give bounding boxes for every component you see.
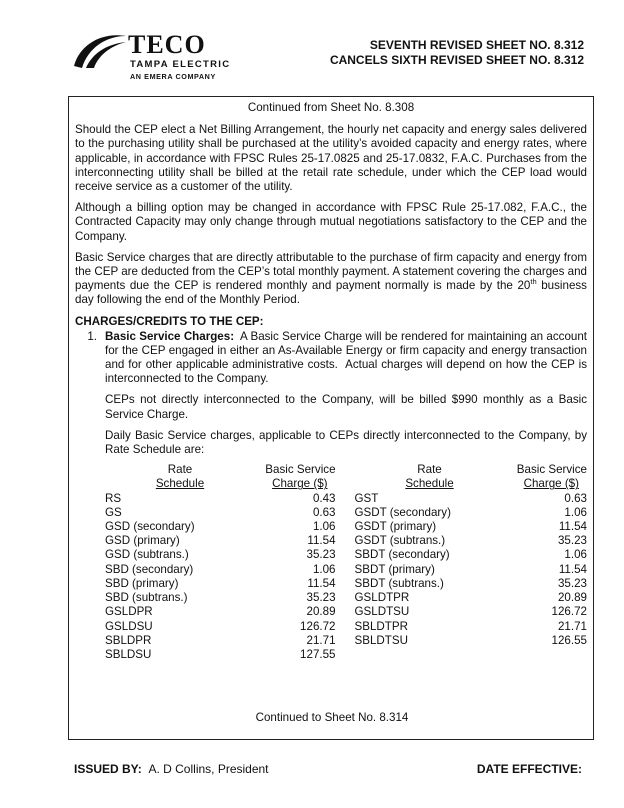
basic-service-charge-cell: 35.23 <box>306 548 336 562</box>
teco-swoosh-icon <box>72 30 128 70</box>
rate-schedule-cell: SBD (secondary) <box>105 562 194 576</box>
rate-schedule-cell: GSDT (secondary) <box>354 505 451 519</box>
table-row <box>355 591 587 605</box>
tariff-sheet-box <box>68 96 594 740</box>
rate-table-right <box>355 463 587 662</box>
rate-table-left <box>105 463 336 662</box>
rate-schedule-cell: SBLDTPR <box>354 619 408 633</box>
basic-service-charge-cell: 1.06 <box>312 562 336 576</box>
basic-service-charge-cell: 127.55 <box>300 647 336 661</box>
basic-service-charge-cell: 0.63 <box>564 491 587 505</box>
basic-service-charge-cell: 126.55 <box>551 633 587 647</box>
rate-schedule-cell: GST <box>354 491 379 505</box>
table-row <box>105 506 336 520</box>
rate-schedule-cell: SBDT (primary) <box>354 562 435 576</box>
table-row <box>105 548 336 562</box>
basic-service-charge-cell: 11.54 <box>307 576 336 590</box>
rate-schedule-cell: GSLDSU <box>105 619 153 633</box>
basic-service-charge-cell: 1.06 <box>564 505 587 519</box>
sheet-number-block <box>330 38 584 68</box>
table-row <box>355 577 587 591</box>
rate-schedule-cell: GSD (primary) <box>105 534 180 548</box>
table-row <box>355 620 587 634</box>
table-row <box>105 577 336 591</box>
paragraph-net-billing: Should the CEP elect a Net Billing Arrangement, the hourly net capacity and energy sales delivered to the purchasing utility shall be purchased at the utility’s avoided capacity and energy rates, where applicable, in accordance with FPSC Rules 25-17.0825 and 25-17.0832, F.A.C. Purchases from the interconnecting utility shall be billed at the retail rate schedule, under which the CEP load would receive service as a customer of the utility. <box>75 123 587 194</box>
logo-subtitle: TAMPA ELECTRIC <box>130 59 231 70</box>
basic-service-charge-cell: 11.54 <box>307 534 336 548</box>
paragraph-billing-option: Although a billing option may be changed in accordance with FPSC Rule 25-17.082, F.A.C., the Contracted Capacity may only change through mutual negotiations satisfactory to the CEP and the Company. <box>75 201 587 243</box>
rate-schedule-cell: GSD (subtrans.) <box>105 548 189 562</box>
rate-schedule-cell: GSLDPR <box>105 605 153 619</box>
rate-table <box>105 463 587 662</box>
rate-schedule-cell: SBDT (subtrans.) <box>354 576 444 590</box>
rate-schedule-cell: SBD (subtrans.) <box>105 591 188 605</box>
rate-schedule-cell: SBLDSU <box>105 647 152 661</box>
issued-by-name: A. D Collins, President <box>148 762 269 776</box>
table-row <box>105 634 336 648</box>
basic-service-charge-cell: 0.63 <box>312 505 336 519</box>
para3-text-end: business day following the end of the Monthly Period. <box>75 279 587 307</box>
table-row <box>105 534 336 548</box>
basic-service-charge-cell: 21.71 <box>306 633 336 647</box>
table-row <box>105 492 336 506</box>
table-row <box>105 591 336 605</box>
header-basic-service: Basic Service <box>516 463 587 477</box>
basic-service-charge-cell: 126.72 <box>551 605 587 619</box>
rate-schedule-cell: SBLDTSU <box>354 633 408 647</box>
basic-service-charge-cell: 1.06 <box>564 548 587 562</box>
rate-schedule-cell: SBD (primary) <box>105 576 179 590</box>
sheet-number: SEVENTH REVISED SHEET NO. 8.312 <box>369 38 584 52</box>
header-schedule: Schedule <box>155 477 205 491</box>
table-row <box>355 506 587 520</box>
logo-tagline: AN EMERA COMPANY <box>130 72 216 81</box>
paragraph-not-interconnected: CEPs not directly interconnected to the Company, will be billed $990 monthly as a Basic Service Charge. <box>105 393 587 421</box>
table-row <box>355 492 587 506</box>
rate-schedule-cell: SBLDPR <box>105 633 152 647</box>
item-text: A Basic Service Charge will be rendered for maintaining an account for the CEP engaged in either an As-Available Energy or firm capacity and energy transaction and for other applicable administrative costs. Actual charges will depend on how the CEP is interconnected to the Company. <box>105 329 591 386</box>
header-charge: Charge ($) <box>272 477 328 491</box>
table-row <box>355 520 587 534</box>
rate-table-header <box>355 463 587 491</box>
header-rate: Rate <box>417 463 442 477</box>
header-charge: Charge ($) <box>523 477 579 491</box>
rate-schedule-cell: RS <box>105 491 122 505</box>
continued-from: Continued from Sheet No. 8.308 <box>247 101 415 114</box>
rate-schedule-cell: GSLDTSU <box>354 605 410 619</box>
list-item-body <box>105 329 591 460</box>
header-rate: Rate <box>167 463 193 477</box>
header-basic-service: Basic Service <box>265 463 336 477</box>
rate-schedule-cell: GSDT (subtrans.) <box>354 534 446 548</box>
basic-service-charge-cell: 35.23 <box>557 576 587 590</box>
table-row <box>355 563 587 577</box>
logo-wordmark: TECO <box>128 30 206 59</box>
continued-to: Continued to Sheet No. 8.314 <box>255 711 409 724</box>
table-row <box>105 563 336 577</box>
charges-heading: CHARGES/CREDITS TO THE CEP: <box>75 314 264 328</box>
issued-by-label: ISSUED BY: <box>74 762 142 776</box>
rate-schedule-cell: GSDT (primary) <box>354 520 437 534</box>
table-row <box>355 548 587 562</box>
table-row <box>355 534 587 548</box>
basic-service-charge-cell: 126.72 <box>300 619 336 633</box>
basic-service-charge-cell: 20.89 <box>306 605 336 619</box>
table-row <box>355 605 587 619</box>
rate-table-header <box>105 463 336 491</box>
issued-by <box>74 762 269 776</box>
header-schedule: Schedule <box>405 477 454 491</box>
table-row <box>105 620 336 634</box>
basic-service-charge-cell: 11.54 <box>558 520 587 534</box>
basic-service-charge-cell: 1.06 <box>312 520 336 534</box>
para3-superscript: th <box>530 277 537 287</box>
teco-logo <box>72 30 252 86</box>
basic-service-charge-cell: 20.89 <box>557 591 587 605</box>
basic-service-charge-cell: 35.23 <box>557 534 587 548</box>
table-row <box>355 634 587 648</box>
date-effective-label: DATE EFFECTIVE: <box>476 762 582 776</box>
cancels-sheet-number: CANCELS SIXTH REVISED SHEET NO. 8.312 <box>329 53 584 67</box>
paragraph-daily-charges: Daily Basic Service charges, applicable to CEPs directly interconnected to the Company, by Rate Schedule are: <box>105 428 587 457</box>
list-item-number: 1. <box>87 329 97 343</box>
item-title: Basic Service Charges: <box>105 329 235 343</box>
list-item-basic-service <box>75 329 591 460</box>
basic-service-charge-cell: 35.23 <box>306 591 336 605</box>
basic-service-charge-cell: 21.71 <box>557 619 587 633</box>
rate-schedule-cell: GSD (secondary) <box>105 520 195 534</box>
table-row <box>105 648 336 662</box>
rate-schedule-cell: SBDT (secondary) <box>354 548 450 562</box>
table-row <box>105 520 336 534</box>
para3-text: Basic Service charges that are directly attributable to the purchase of firm capacity and energy from the CEP are deducted from the CEP’s total monthly payment. A statement covering the charges and payments due the CEP is rendered monthly and payment normally is made by the 20 <box>75 250 587 293</box>
paragraph-basic-service <box>75 251 587 308</box>
rate-schedule-cell: GS <box>105 505 122 519</box>
rate-schedule-cell: GSLDTPR <box>354 591 410 605</box>
basic-service-charge-cell: 0.43 <box>312 491 336 505</box>
basic-service-charge-cell: 11.54 <box>558 562 587 576</box>
tariff-content <box>75 101 591 662</box>
table-row <box>105 605 336 619</box>
